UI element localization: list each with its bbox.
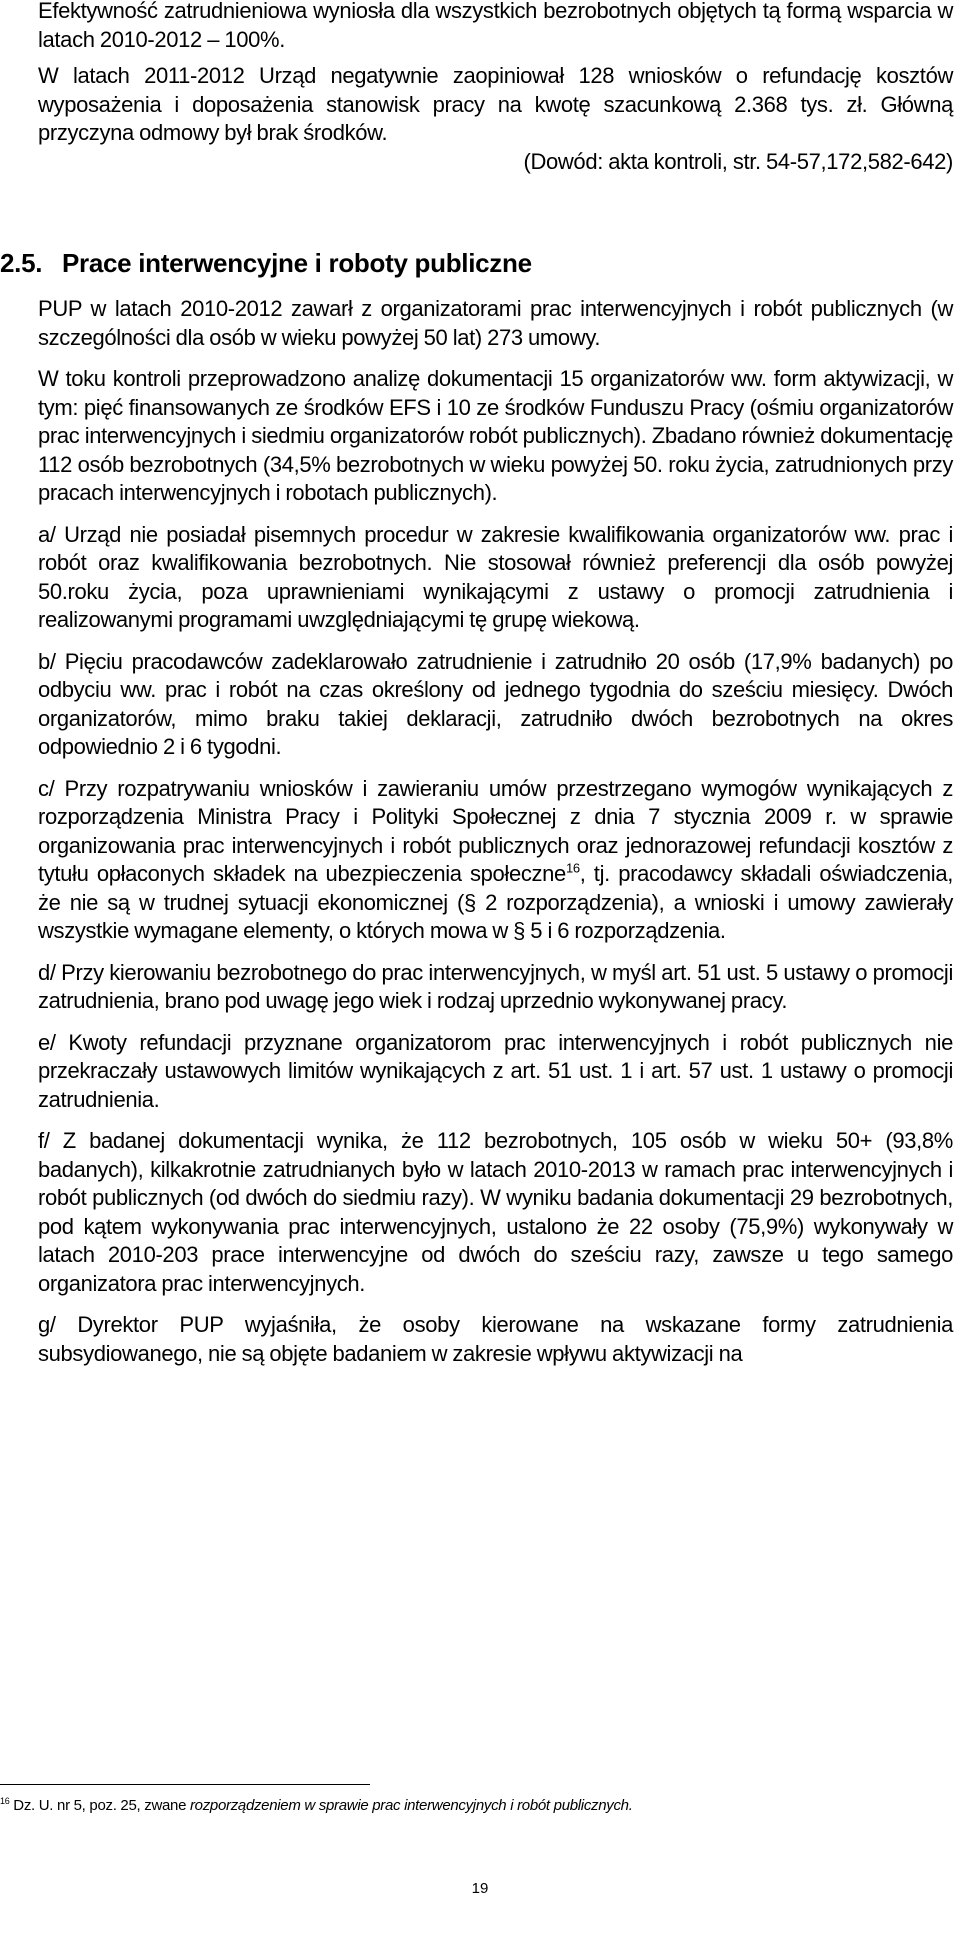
top-text-block bbox=[38, 0, 953, 176]
paragraph-a: a/ Urząd nie posiadał pisemnych procedur w zakresie kwalifikowania organizatorów ww. prac i robót oraz kwalifikowania bezrobotnych. Nie stosował również preferencji dla osób powyżej 50.roku życia, poza uprawnieniami wynikającymi z ustawy o promocji zatrudnienia i realizowanymi programami uwzględniającymi tę grupę wiekową. bbox=[38, 521, 953, 632]
paragraph-c-text-before: c/ Przy rozpatrywaniu wniosków i zawieraniu umów przestrzegano wymogów wynikających z rozporządzenia Ministra Pracy i Polityki Społecznej z dnia 7 stycznia 2009 r. w sprawie organizowania prac interwencyjnych i robót publicznych oraz jednorazowej refundacji kosztów z tytułu opłaconych składek na ubezpieczenia społeczne bbox=[38, 775, 953, 886]
paragraph-efektywnosc: Efektywność zatrudnieniowa wyniosła dla wszystkich bezrobotnych objętych tą formą wsparcia w latach 2010-2012 – 100%. bbox=[38, 0, 953, 52]
paragraph-analiza: W toku kontroli przeprowadzono analizę dokumentacji 15 organizatorów ww. form aktywizacji, w tym: pięć finansowanych ze środków EFS i 10 ze środków Funduszu Pracy (ośmiu organizatorów prac interwencyjnych i siedmiu organizatorów robót publicznych). Zbadano również dokumentację 112 osób bezrobotnych (34,5% bezrobotnych w wieku powyżej 50. roku życia, zatrudnionych przy pracach interwencyjnych i robotach publicznych). bbox=[38, 366, 953, 505]
section-number: 2.5. bbox=[0, 248, 43, 278]
paragraph-f: f/ Z badanej dokumentacji wynika, że 112 bezrobotnych, 105 osób w wieku 50+ (93,8% badanych), kilkakrotnie zatrudnianych było w latach 2010-2013 w ramach prac interwencyjnych i robót publicznych (od dwóch do siedmiu razy). W wyniku badania dokumentacji 29 bezrobotnych, pod kątem wykonywania prac interwencyjnych, ustalono że 22 osoby (75,9%) wykonywały w latach 2010-203 prace interwencyjne od dwóch do sześciu razy, zawsze u tego samego organizatora prac interwencyjnych. bbox=[38, 1128, 953, 1296]
footnote-text: Dz. U. nr 5, poz. 25, zwane bbox=[9, 1797, 190, 1814]
page-number: 19 bbox=[471, 1880, 489, 1897]
paragraph-e: e/ Kwoty refundacji przyznane organizatorom prac interwencyjnych i robót publicznych nie przekraczały ustawowych limitów wynikających z art. 51 ust. 1 i art. 57 ust. 1 ustawy o promocji zatrudnienia. bbox=[38, 1029, 953, 1112]
paragraph-g: g/ Dyrektor PUP wyjaśniła, że osoby kierowane na wskazane formy zatrudnienia subsydiowanego, nie są objęte badaniem w zakresie wpływu aktywizacji na bbox=[38, 1312, 953, 1366]
footnote bbox=[0, 1797, 633, 1814]
section-body bbox=[38, 295, 953, 1368]
evidence-reference: (Dowód: akta kontroli, str. 54-57,172,582-642) bbox=[523, 148, 953, 174]
paragraph-c bbox=[38, 775, 953, 946]
footnote-mark: 16 bbox=[0, 1796, 10, 1806]
paragraph-b: b/ Pięciu pracodawców zadeklarowało zatrudnienie i zatrudniło 20 osób (17,9% badanych) po odbyciu ww. prac i robót na czas określony od jednego tygodnia do sześciu miesięcy. Dwóch organizatorów, mimo braku takiej deklaracji, zatrudniło dwóch bezrobotnych na okres odpowiednio 2 i 6 tygodni. bbox=[38, 648, 953, 759]
footnote-reference-mark: 16 bbox=[565, 860, 580, 876]
section-title: Prace interwencyjne i roboty publiczne bbox=[62, 248, 532, 278]
footnote-divider bbox=[0, 1784, 370, 1785]
section-heading bbox=[0, 248, 532, 279]
footnote-italic-text: rozporządzeniem w sprawie prac interwencyjnych i robót publicznych. bbox=[189, 1797, 633, 1814]
paragraph-c-text-after: , tj. pracodawcy składali oświadczenia, że nie są w trudnej sytuacji ekonomicznej (§ 2 rozporządzenia), a wnioski i umowy zawierały wszystkie wymagane elementy, o których mowa w § 5 i 6 rozporządzenia. bbox=[38, 861, 953, 943]
paragraph-refundacja: W latach 2011-2012 Urząd negatywnie zaopiniował 128 wniosków o refundację kosztów wyposażenia i doposażenia stanowisk pracy na kwotę szacunkową 2.368 tys. zł. Główną przyczyna odmowy był brak środków. bbox=[38, 63, 953, 145]
paragraph-d: d/ Przy kierowaniu bezrobotnego do prac interwencyjnych, w myśl art. 51 ust. 5 ustawy o promocji zatrudnienia, brano pod uwagę jego wiek i rodzaj uprzednio wykonywanej pracy. bbox=[38, 959, 953, 1013]
paragraph-umowy: PUP w latach 2010-2012 zawarł z organizatorami prac interwencyjnych i robót publicznych (w szczególności dla osób w wieku powyżej 50 lat) 273 umowy. bbox=[38, 296, 953, 350]
